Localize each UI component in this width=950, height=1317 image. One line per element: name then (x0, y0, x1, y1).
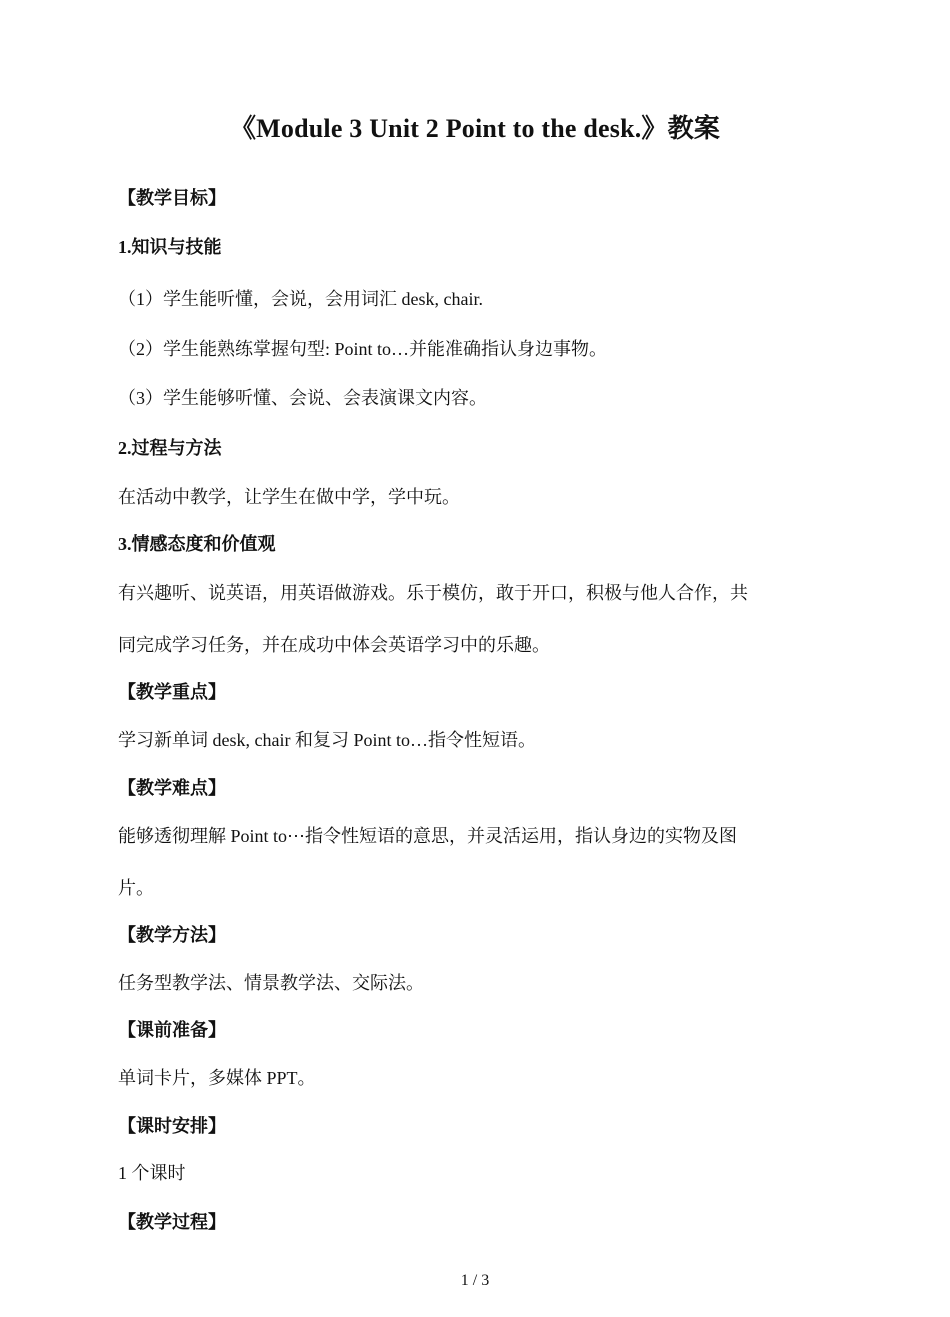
methods-text: 任务型教学法、情景教学法、交际法。 (118, 973, 424, 993)
knowledge-heading: 1.知识与技能 (118, 237, 222, 257)
schedule-text: 1 个课时 (118, 1163, 186, 1183)
key-points-heading: 【教学重点】 (118, 682, 226, 702)
difficulties-heading: 【教学难点】 (118, 778, 226, 798)
difficulties-text-line-1: 能够透彻理解 Point to⋯指令性短语的意思，并灵活运用，指认身边的实物及图 (118, 826, 738, 846)
process-text: 在活动中教学，让学生在做中学，学中玩。 (118, 487, 460, 507)
objectives-heading: 【教学目标】 (118, 188, 226, 208)
preparation-heading: 【课前准备】 (118, 1020, 226, 1040)
procedure-heading: 【教学过程】 (118, 1212, 226, 1232)
key-points-text: 学习新单词 desk, chair 和复习 Point to…指令性短语。 (118, 730, 536, 750)
process-heading: 2.过程与方法 (118, 438, 222, 458)
methods-heading: 【教学方法】 (118, 925, 226, 945)
knowledge-item-1: （1）学生能听懂，会说，会用词汇 desk, chair. (118, 289, 483, 309)
difficulties-text-line-2: 片。 (118, 878, 154, 898)
page-number: 1 / 3 (460, 1272, 490, 1289)
preparation-text: 单词卡片，多媒体 PPT。 (118, 1068, 316, 1088)
emotion-heading: 3.情感态度和价值观 (118, 534, 276, 554)
schedule-heading: 【课时安排】 (118, 1116, 226, 1136)
knowledge-item-3: （3）学生能够听懂、会说、会表演课文内容。 (118, 388, 487, 408)
emotion-text-line-2: 同完成学习任务，并在成功中体会英语学习中的乐趣。 (118, 635, 550, 655)
page-title: 《Module 3 Unit 2 Point to the desk.》教案 (229, 114, 721, 143)
knowledge-item-2: （2）学生能熟练掌握句型: Point to…并能准确指认身边事物。 (118, 339, 608, 359)
emotion-text-line-1: 有兴趣听、说英语，用英语做游戏。乐于模仿，敢于开口，积极与他人合作，共 (118, 583, 748, 603)
